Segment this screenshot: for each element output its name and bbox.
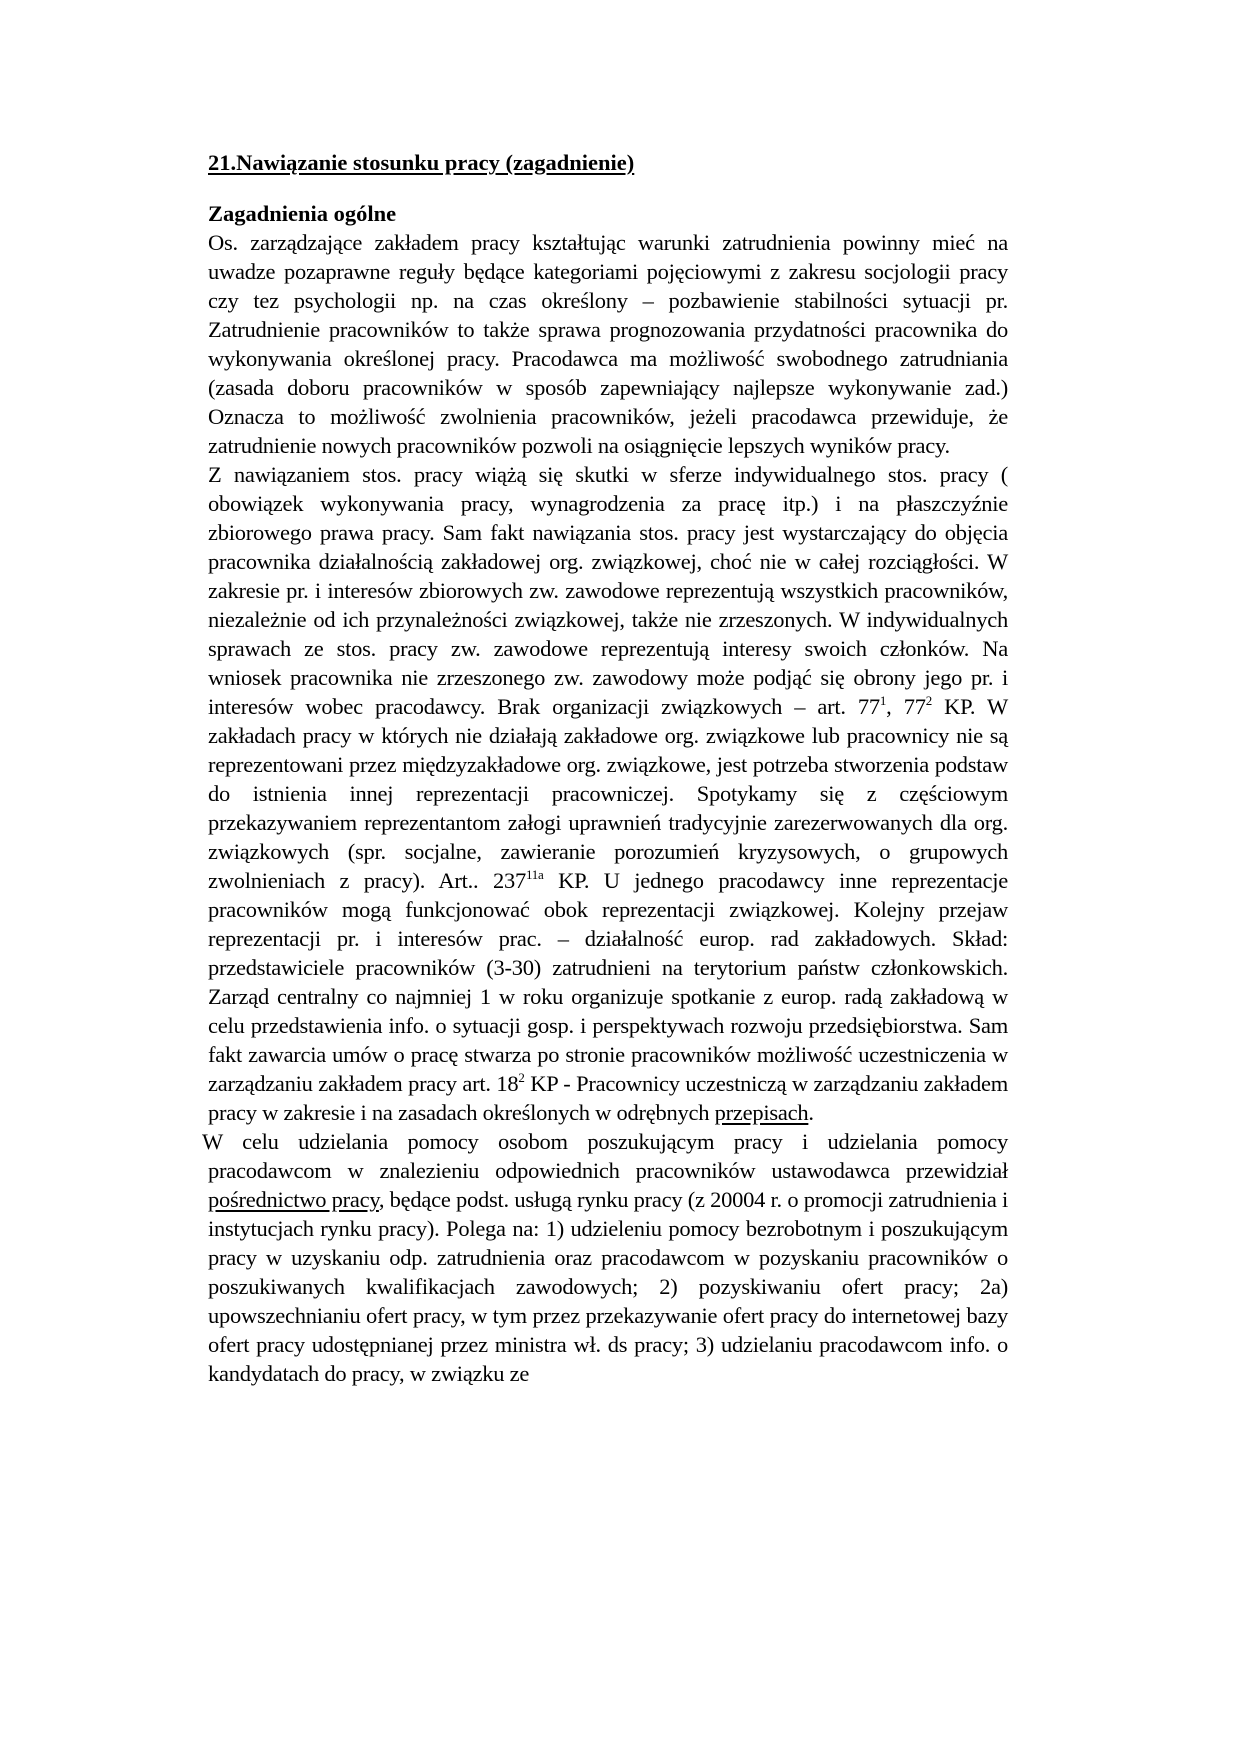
superscript-3: 11a: [525, 867, 544, 882]
superscript-4: 2: [518, 1070, 525, 1085]
link-przepisach[interactable]: przepisach: [714, 1100, 809, 1125]
document-body: [202, 149, 1008, 1388]
paragraph-2-text-3: KP. W zakładach pracy w których nie działają zakładowe org. związkowe lub pracownicy nie są reprezentowani przez międzyzakładowe org. związkowe, jest potrzeba stworzenia podstaw do istnienia innej reprezentacji pracowniczej. Spotykamy się z częściowym przekazywaniem reprezentantom załogi uprawnień tradycyjnie zarezerwowanych dla org. związkowych (spr. socjalne, zawieranie porozumień kryzysowych, o grupowych zwolnieniach z pracy). Art.. 237: [208, 694, 1008, 893]
paragraph-2-text-2: , 77: [886, 694, 926, 719]
paragraph-3-text-2: , będące podst. usługą rynku pracy (z 20004 r. o promocji zatrudnienia i instytucjach rynku pracy). Polega na: 1) udzieleniu pomocy bezrobotnym i poszukującym pracy w uzyskaniu odp. zatrudnienia oraz pracodawcom w pozyskaniu pracowników o poszukiwanych kwalifikacjach zawodowych; 2) pozyskiwaniu ofert pracy; 2a) upowszechnianiu ofert pracy, w tym przez przekazywanie ofert pracy do internetowej bazy ofert pracy udostępnianej przez ministra wł. ds pracy; 3) udzielaniu pracodawcom info. o kandydatach do pracy, w związku ze: [208, 1187, 1008, 1386]
paragraph-2: [208, 460, 1008, 1127]
superscript-2: 2: [925, 693, 932, 708]
paragraph-3-text-1: W celu udzielania pomocy osobom poszukującym pracy i udzielania pomocy pracodawcom w znalezieniu odpowiednich pracowników ustawodawca przewidział: [202, 1129, 1008, 1183]
superscript-1: 1: [879, 693, 887, 708]
paragraph-2-text-4: KP. U jednego pracodawcy inne reprezentacje pracowników mogą funkcjonować obok reprezentacji związkowej. Kolejny przejaw reprezentacji pr. i interesów prac. – działalność europ. rad zakładowych. Skład: przedstawiciele pracowników (3-30) zatrudnieni na terytorium państw członkowskich. Zarząd centralny co najmniej 1 w roku organizuje spotkanie z europ. radą zakładową w celu przedstawienia info. o sytuacji gosp. i perspektywach rozwoju przedsiębiorstwa. Sam fakt zawarcia umów o pracę stwarza po stronie pracowników możliwość uczestniczenia w zarządzaniu zakładem pracy art. 18: [208, 868, 1008, 1096]
section-heading: Zagadnienia ogólne: [208, 201, 397, 226]
paragraph-1: Os. zarządzające zakładem pracy kształtując warunki zatrudnienia powinny mieć na uwadze pozaprawne reguły będące kategoriami pojęciowymi z zakresu socjologii pracy czy tez psychologii np. na czas określony – pozbawienie stabilności sytuacji pr. Zatrudnienie pracowników to także sprawa prognozowania przydatności pracownika do wykonywania określonej pracy. Pracodawca ma możliwość swobodnego zatrudniania (zasada doboru pracowników w sposób zapewniający najlepsze wykonywanie zad.) Oznacza to możliwość zwolnienia pracowników, jeżeli pracodawca przewiduje, że zatrudnienie nowych pracowników pozwoli na osiągnięcie lepszych wyników pracy.: [208, 230, 1008, 458]
paragraph-3: [202, 1127, 1008, 1388]
link-posrednictwo-pracy[interactable]: pośrednictwo pracy: [208, 1187, 379, 1212]
paragraph-2-text-5: KP - Pracownicy uczestniczą w zarządzaniu zakładem pracy w zakresie i na zasadach określonych w odrębnych: [208, 1071, 1008, 1125]
paragraph-2-text-6: .: [808, 1100, 814, 1125]
page-title: 21.Nawiązanie stosunku pracy (zagadnienie): [208, 150, 635, 175]
paragraph-2-text-1: Z nawiązaniem stos. pracy wiążą się skutki w sferze indywidualnego stos. pracy ( obowiązek wykonywania pracy, wynagrodzenia za pracę itp.) i na płaszczyźnie zbiorowego prawa pracy. Sam fakt nawiązania stos. pracy jest wystarczający do objęcia pracownika działalnością zakładowej org. związkowej, choć nie w całej rozciągłości. W zakresie pr. i interesów zbiorowych zw. zawodowe reprezentują wszystkich pracowników, niezależnie od ich przynależności związkowej, także nie zrzeszonych. W indywidualnych sprawach ze stos. pracy zw. zawodowe reprezentują interesy swoich członków. Na wniosek pracownika nie zrzeszonego zw. zawodowy może podjąć się obrony jego pr. i interesów wobec pracodawcy. Brak organizacji związkowych – art. 77: [208, 462, 1008, 719]
